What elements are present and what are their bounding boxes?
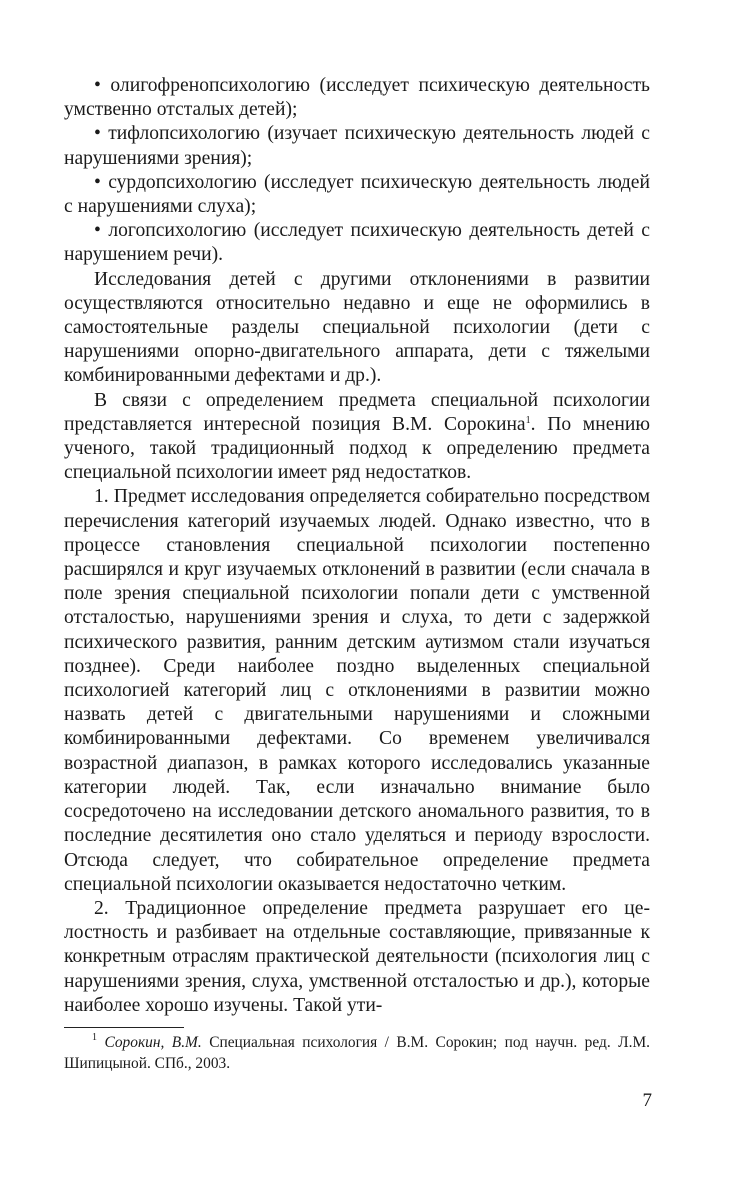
footnote-author: Сорокин, В.М.: [104, 1034, 202, 1051]
footnote-text: Специальная психология / В.М. Сорокин; под научн. ред. Л.М. Шипицыной. СПб., 2003.: [64, 1034, 650, 1072]
sorokin-text-before: В связи с определением предмета специальной психологии представляется интересной позиция В.М. Сорокина: [64, 389, 650, 435]
footnote-reference: 1: [525, 414, 531, 426]
bullet-logopsychology: • логопсихологию (исследует психическую деятельность детей с нарушением речи).: [64, 220, 650, 266]
page-number: 7: [642, 1090, 652, 1111]
bullet-surdopsychology: • сурдопсихологию (исследует психическую деятельность людей с нарушениями слуха);: [64, 171, 650, 218]
footnote: [64, 1032, 650, 1074]
footnote-divider: [64, 1027, 184, 1028]
bullet-typhlopsychology: • тифлопсихологию (изучает психическую деятельность людей с нарушениями зрения);: [64, 123, 650, 169]
paragraph-point-1: 1. Предмет исследования определяется собирательно посредством перечисления категорий изучаемых людей. Однако известно, что в процессе становления специальной психологии постепенно расширялся и круг изучаемых отклонений в развитии (если сначала в поле зрения специальной психологии попали дети с умственной отсталостью, нарушениями зрения и слуха, то дети с задержкой психического развития, ранним детским аутизмом стали изучаться позднее). Среди наиболее поздно выделенных специальной психологией категорий лиц с отклонениями в развитии можно назвать детей с двигательными нарушениями и сложными комбинированными дефектами. Со временем увеличивался возрастной диапазон, в рамках которого исследовались указанные категории людей. Так, если изначально внимание было сосредоточено на исследовании детского аномального развития, то в последние десятилетия оно стало уделяться и периоду взрослости. Отсюда следует, что собирательное определение предмета специальной психологии оказывается недостаточно четким.: [64, 486, 650, 895]
sorokin-text-after: . По мнению ученого, такой традиционный подход к определению предмета специальной психологии имеет ряд недостатков.: [64, 413, 650, 484]
page-body: [64, 74, 650, 1018]
paragraph-sorokin-position: [64, 389, 650, 486]
paragraph-other-deviations: Исследования детей с другими отклонениями в развитии осуществляются относительно недавно и еще не оформились в самостоятельные разделы специальной психологии (дети с нарушениями опорно-двигательного аппарата, дети с тяжелыми комбинированными дефектами и др.).: [64, 268, 650, 387]
bullet-oligophrenopsychology: • олигофренопсихологию (исследует психическую деятельность умственно отсталых детей);: [64, 75, 650, 121]
footnote-mark: 1: [92, 1032, 97, 1043]
paragraph-point-2: 2. Традиционное определение предмета разрушает его целостность и разбивает на отдельные составляющие, привязанные к конкретным отраслям практической деятельности (психология лиц с нарушениями зрения, слуха, умственной отсталостью и др.), которые наиболее хорошо изучены. Такой ути-: [64, 897, 650, 1016]
